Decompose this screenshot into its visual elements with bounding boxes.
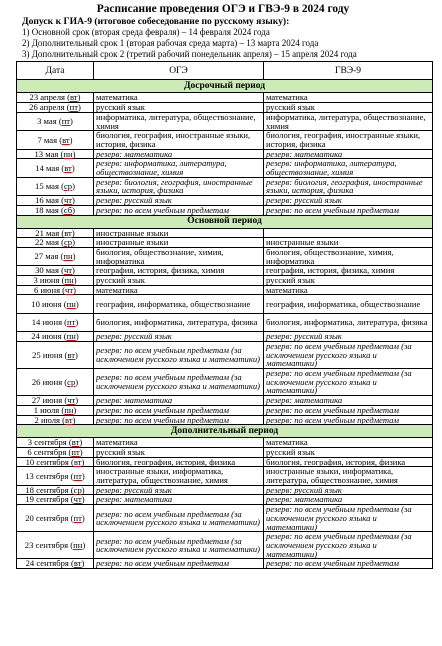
table-row — [17, 159, 433, 177]
oge-cell: иностранные языки — [94, 228, 264, 238]
gve-cell: резерв: русский язык — [264, 332, 433, 342]
weekday-text: вт — [67, 349, 76, 360]
weekday-text: вт — [73, 558, 82, 569]
weekday-text: пн — [63, 251, 73, 262]
oge-cell: русский язык — [94, 103, 264, 113]
admission-subtitle: Допуск к ГИА-9 (итоговое собеседование по русскому языку): — [22, 16, 290, 27]
date-cell: 24 сентября (вт) — [17, 559, 94, 569]
weekday-text: пт — [69, 102, 78, 113]
date-cell: 10 сентября (вт) — [17, 457, 94, 467]
weekday-text: вт — [64, 227, 72, 238]
weekday-text: пн — [63, 148, 73, 159]
date-text: 26 апреля — [29, 102, 65, 113]
date-cell: 27 июня (чт) — [17, 396, 94, 406]
date-cell: 27 мая (пн) — [17, 247, 94, 265]
date-cell: 2 июля (вт) — [17, 415, 94, 425]
gve-cell: математика — [264, 285, 433, 295]
oge-cell: иностранные языки, информатика, литература, обществознание, химия — [94, 467, 264, 485]
date-text: 3 сентября — [27, 437, 67, 448]
table-row — [17, 112, 433, 130]
date-cell: 14 мая (вт) — [17, 159, 94, 177]
schedule-table — [16, 61, 433, 569]
date-cell: 20 сентября (пт) — [17, 505, 94, 532]
oge-cell: биология, география, иностранные языки, история, физика — [94, 131, 264, 149]
weekday-text: пт — [73, 470, 82, 481]
oge-cell: резерв: математика — [94, 495, 264, 505]
date-text: 6 сентября — [27, 446, 67, 457]
gve-cell: резерв: по всем учебным предметам (за исключением русского языка и математики) — [264, 341, 433, 368]
date-text: 2 июля — [34, 414, 60, 425]
table-row — [17, 131, 433, 149]
gve-cell: математика — [264, 438, 433, 448]
table-row — [17, 276, 433, 286]
oge-cell: резерв: русский язык — [94, 485, 264, 495]
date-text: 1 июля — [33, 404, 60, 415]
oge-cell: резерв: математика — [94, 149, 264, 159]
date-cell: 22 мая (ср) — [17, 238, 94, 248]
table-row — [17, 238, 433, 248]
date-cell: 6 сентября (пт) — [17, 447, 94, 457]
date-text: 20 сентября — [25, 512, 69, 523]
weekday-text: чт — [67, 395, 76, 406]
schedule-body — [17, 80, 433, 569]
gve-cell: резерв: по всем учебным предметам — [264, 415, 433, 425]
table-row — [17, 205, 433, 215]
gve-cell: резерв: математика — [264, 149, 433, 159]
date-text: 14 мая — [35, 162, 60, 173]
date-cell: 1 июля (пн) — [17, 405, 94, 415]
gve-cell: география, история, физика, химия — [264, 266, 433, 276]
gve-cell: география, информатика, обществознание — [264, 295, 433, 313]
oge-cell: русский язык — [94, 276, 264, 286]
date-cell: 26 апреля (пт) — [17, 103, 94, 113]
weekday-text: пн — [64, 275, 74, 286]
oge-cell: резерв: информатика, литература, обществознание, химия — [94, 159, 264, 177]
deadline-item: 2) Дополнительный срок 1 (вторая рабочая среда марта) – 13 марта 2024 года — [22, 37, 319, 48]
date-cell: 13 сентября (пт) — [17, 467, 94, 485]
oge-cell: русский язык — [94, 447, 264, 457]
date-text: 16 мая — [35, 195, 59, 206]
gve-cell: биология, география, история, физика — [264, 457, 433, 467]
weekday-text: чт — [63, 265, 73, 276]
section-header-row — [17, 425, 433, 438]
table-row — [17, 467, 433, 485]
table-row — [17, 266, 433, 276]
date-cell: 18 мая (сб) — [17, 205, 94, 215]
weekday-text: чт — [63, 195, 73, 206]
table-row — [17, 295, 433, 313]
deadline-list — [16, 27, 430, 59]
section-title: Досрочный период — [17, 80, 433, 93]
date-text: 10 сентября — [25, 456, 69, 467]
date-text: 19 сентября — [25, 494, 69, 505]
weekday-text: пт — [61, 116, 71, 127]
header-date: Дата — [17, 62, 94, 80]
table-row — [17, 369, 433, 396]
weekday-text: вт — [65, 414, 73, 425]
oge-cell: информатика, литература, обществознание, химия — [94, 112, 264, 130]
header-oge: ОГЭ — [94, 62, 264, 80]
gve-cell: русский язык — [264, 447, 433, 457]
date-cell: 19 сентября (чт) — [17, 495, 94, 505]
date-cell: 14 июня (пт) — [17, 313, 94, 331]
weekday-text: чт — [73, 494, 82, 505]
table-row — [17, 228, 433, 238]
date-text: 6 июня — [34, 284, 61, 295]
gve-cell: резерв: по всем учебным предметам — [264, 559, 433, 569]
gve-cell: биология, география, иностранные языки, история, физика — [264, 131, 433, 149]
date-text: 18 сентября — [25, 484, 69, 495]
date-text: 24 июня — [31, 331, 62, 342]
oge-cell: математика — [94, 285, 264, 295]
oge-cell: резерв: по всем учебным предметам (за исключением русского языка и математики) — [94, 341, 264, 368]
date-text: 27 июня — [31, 395, 63, 406]
date-text: 7 мая — [37, 134, 58, 145]
date-text: 18 мая — [34, 204, 59, 215]
oge-cell: резерв: по всем учебным предметам (за исключением русского языка и математики) — [94, 369, 264, 396]
date-cell: 3 сентября (вт) — [17, 438, 94, 448]
section-header-row — [17, 80, 433, 93]
weekday-text: сб — [63, 204, 73, 215]
date-cell: 21 мая (вт) — [17, 228, 94, 238]
gve-cell: биология, информатика, литература, физика — [264, 313, 433, 331]
date-cell: 16 мая (чт) — [17, 196, 94, 206]
date-cell: 25 июня (вт) — [17, 341, 94, 368]
weekday-text: ср — [73, 484, 82, 495]
date-cell: 10 июня (пн) — [17, 295, 94, 313]
gve-cell: резерв: математика — [264, 396, 433, 406]
gve-cell: резерв: русский язык — [264, 485, 433, 495]
date-cell: 30 мая (чт) — [17, 266, 94, 276]
table-row — [17, 313, 433, 331]
table-row — [17, 405, 433, 415]
date-cell: 23 апреля (вт) — [17, 93, 94, 103]
table-header-row — [17, 62, 433, 80]
table-row — [17, 285, 433, 295]
date-cell: 18 сентября (ср) — [17, 485, 94, 495]
date-cell: 26 июня (ср) — [17, 369, 94, 396]
table-row — [17, 341, 433, 368]
oge-cell: резерв: по всем учебным предметам (за исключением русского языка и математики) — [94, 532, 264, 559]
weekday-text: вт — [62, 134, 70, 145]
section-title: Основной период — [17, 215, 433, 228]
table-row — [17, 103, 433, 113]
header-gve: ГВЭ-9 — [264, 62, 433, 80]
date-text: 14 июня — [31, 317, 63, 328]
weekday-text: пн — [64, 404, 74, 415]
date-text: 30 мая — [35, 265, 59, 276]
weekday-text: пт — [67, 317, 76, 328]
gve-cell: информатика, литература, обществознание, химия — [264, 112, 433, 130]
table-row — [17, 559, 433, 569]
date-cell: 6 июня (чт) — [17, 285, 94, 295]
weekday-text: пн — [66, 298, 76, 309]
gve-cell: иностранные языки — [264, 238, 433, 248]
date-text: 3 июня — [33, 275, 60, 286]
date-cell: 24 июня (пн) — [17, 332, 94, 342]
oge-cell: математика — [94, 93, 264, 103]
weekday-text: чт — [65, 284, 74, 295]
gve-cell: резерв: по всем учебным предметам — [264, 205, 433, 215]
gve-cell: математика — [264, 93, 433, 103]
weekday-text: пт — [71, 446, 80, 457]
oge-cell: резерв: по всем учебным предметам — [94, 415, 264, 425]
table-row — [17, 396, 433, 406]
date-text: 23 апреля — [29, 92, 65, 103]
date-text: 22 мая — [35, 237, 59, 248]
date-text: 24 сентября — [25, 558, 69, 569]
table-row — [17, 505, 433, 532]
gve-cell: резерв: биология, география, иностранные языки, история, физика — [264, 177, 433, 195]
date-cell: 7 мая (вт) — [17, 131, 94, 149]
oge-cell: биология, география, история, физика — [94, 457, 264, 467]
table-row — [17, 177, 433, 195]
gve-cell: резерв: русский язык — [264, 196, 433, 206]
weekday-text: вт — [69, 92, 78, 103]
page-title: Расписание проведения ОГЭ и ГВЭ-9 в 2024 году — [96, 3, 350, 15]
date-text: 13 мая — [34, 148, 59, 159]
table-row — [17, 247, 433, 265]
weekday-text: ср — [63, 181, 73, 192]
table-row — [17, 332, 433, 342]
deadline-item: 1) Основной срок (вторая среда февраля) – 14 февраля 2024 года — [22, 27, 270, 37]
weekday-text: пн — [73, 540, 83, 550]
weekday-text: ср — [63, 237, 73, 248]
oge-cell: резерв: по всем учебным предметам — [94, 405, 264, 415]
date-text: 21 мая — [35, 227, 60, 238]
gve-cell: биология, обществознание, химия, информатика — [264, 247, 433, 265]
oge-cell: география, информатика, обществознание — [94, 295, 264, 313]
gve-cell: русский язык — [264, 276, 433, 286]
date-text: 25 июня — [32, 349, 63, 360]
oge-cell: резерв: по всем учебным предметам — [94, 559, 264, 569]
date-text: 10 июня — [31, 298, 62, 309]
date-text: 13 сентября — [25, 470, 69, 481]
date-text: 3 мая — [37, 116, 57, 127]
deadline-item: 3) Дополнительный срок 2 (третий рабочий понедельник апреля) – 15 апреля 2024 года — [22, 48, 357, 59]
date-text: 26 июня — [31, 376, 63, 387]
oge-cell: биология, информатика, литература, физика — [94, 313, 264, 331]
gve-cell: резерв: по всем учебным предметам (за исключением русского языка и математики) — [264, 532, 433, 559]
section-title: Дополнительный период — [17, 425, 433, 438]
oge-cell: математика — [94, 438, 264, 448]
oge-cell: резерв: по всем учебным предметам — [94, 205, 264, 215]
gve-cell: резерв: информатика, литература, обществознание, химия — [264, 159, 433, 177]
gve-cell: резерв: по всем учебным предметам — [264, 405, 433, 415]
date-text: 23 сентября — [24, 540, 69, 550]
weekday-text: пн — [66, 331, 76, 342]
date-cell: 15 мая (ср) — [17, 177, 94, 195]
section-header-row — [17, 215, 433, 228]
oge-cell: резерв: математика — [94, 396, 264, 406]
weekday-text: пт — [73, 512, 82, 523]
oge-cell: иностранные языки — [94, 238, 264, 248]
date-cell: 23 сентября (пн) — [17, 532, 94, 559]
gve-cell: резерв: по всем учебным предметам (за исключением русского языка и математики) — [264, 369, 433, 396]
weekday-text: вт — [64, 162, 72, 173]
table-row — [17, 415, 433, 425]
oge-cell: резерв: русский язык — [94, 196, 264, 206]
weekday-text: вт — [71, 437, 80, 448]
gve-cell: иностранные языки, информатика, литература, обществознание, химия — [264, 467, 433, 485]
oge-cell: биология, обществознание, химия, информатика — [94, 247, 264, 265]
weekday-text: ср — [67, 376, 76, 387]
date-text: 27 мая — [34, 251, 59, 262]
date-cell: 13 мая (пн) — [17, 149, 94, 159]
gve-cell: резерв: по всем учебным предметам (за исключением русского языка и математики) — [264, 505, 433, 532]
weekday-text: вт — [73, 456, 82, 467]
date-cell: 3 мая (пт) — [17, 112, 94, 130]
oge-cell: резерв: по всем учебным предметам (за исключением русского языка и математики) — [94, 505, 264, 532]
table-row — [17, 532, 433, 559]
gve-cell: русский язык — [264, 103, 433, 113]
table-row — [17, 196, 433, 206]
oge-cell: резерв: русский язык — [94, 332, 264, 342]
gve-cell: резерв: математика — [264, 495, 433, 505]
date-cell: 3 июня (пн) — [17, 276, 94, 286]
oge-cell: резерв: биология, география, иностранные языки, история, физика — [94, 177, 264, 195]
oge-cell: география, история, физика, химия — [94, 266, 264, 276]
date-text: 15 мая — [35, 181, 59, 192]
